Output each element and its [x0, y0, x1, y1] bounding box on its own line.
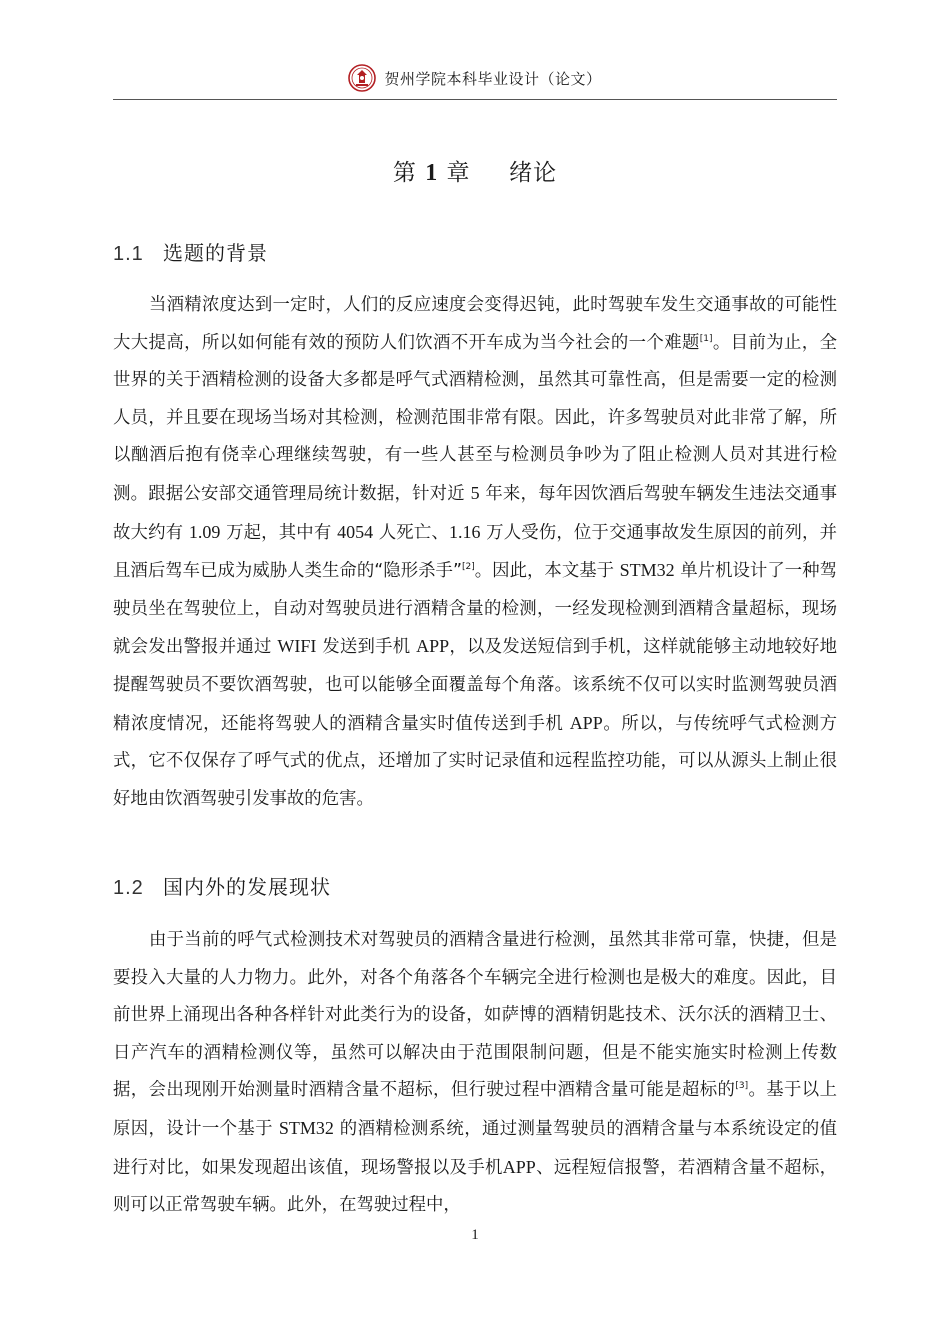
citation[interactable]: [3] — [735, 1081, 749, 1092]
text-run: 单片机设计了一种驾驶员坐在驾驶位上，自动对驾驶员进行酒精含量的检测，一经发现检测到酒精含量超标，现场就会发出警报并通过 — [113, 561, 837, 658]
citation[interactable]: [2] — [461, 562, 475, 573]
text-run: 。基于以上原因，设计一个基于 — [113, 1080, 837, 1139]
text-run: 。目前为止，全世界的关于酒精检测的设备大多都是呼气式酒精检测，虽然其可靠性高，但是需要一定的检测人员，并且要在现场当场对其检测，检测范围非常有限。因此，许多驾驶员对此非常了解，所以酗酒后抱有侥幸心理继续驾驶，有一些人甚至与检测员争吵为了阻止检测人员对其进行检测。跟据公安部交通管理局统计数据，针对近 — [113, 332, 837, 504]
number-run: 4054 — [337, 521, 374, 542]
text-run: 万人受伤，位于交通事故发生原因的前列，并且酒后驾车已成为威胁人类生命的“隐形杀手” — [113, 522, 837, 582]
number-run: 1.16 — [448, 521, 481, 542]
section-1-2-paragraph — [113, 922, 837, 1225]
page-number: 1 — [471, 1227, 479, 1243]
page-header — [113, 58, 837, 98]
term-run: APP — [416, 636, 450, 657]
section-heading-1-1 — [113, 237, 268, 266]
text-run: 年来，每年因饮酒后驾驶车辆发生违法交通事故大约有 — [113, 483, 837, 543]
text-run: 当酒精浓度达到一定时，人们的反应速度会变得迟钝，此时驾驶车发生交通事故的可能性大大提高，所以如何能有效的预防人们饮酒不开车成为当今社会的一个难题 — [113, 295, 837, 353]
number-run: 5 — [470, 482, 480, 503]
citation[interactable]: [1] — [699, 333, 713, 344]
text-run: 。因此，本文基于 — [474, 561, 615, 582]
chapter-title — [113, 154, 837, 187]
chapter-suffix: 章 — [446, 160, 471, 186]
chapter-name: 绪论 — [509, 160, 558, 186]
text-run: 万起，其中有 — [226, 522, 332, 543]
section-number: 1.2 — [113, 877, 144, 899]
text-run: 。所以，与传统呼气式检测方式，它不仅保存了呼气式的优点，还增加了实时记录值和远程监控功能，可以从源头上制止很好地由饮酒驾驶引发事故的危害。 — [113, 713, 837, 809]
text-run: 、远程短信报警，若酒精含量不超标，则可以正常驾驶车辆。此外，在驾驶过程中， — [113, 1157, 837, 1216]
chapter-number: 1 — [425, 160, 439, 186]
number-run: 1.09 — [188, 521, 221, 542]
text-run: 的酒精检测系统，通过测量驾驶员的酒精含量与本系统设定的值进行对比，如果发现超出该值，现场警报以及手机 — [113, 1118, 837, 1178]
header-title: 贺州学院本科毕业设计（论文） — [384, 69, 602, 88]
header-divider — [113, 99, 837, 100]
section-title: 国内外的发展现状 — [163, 875, 331, 899]
chapter-prefix: 第 — [392, 160, 417, 186]
section-number: 1.1 — [113, 243, 144, 265]
term-run: APP — [502, 1156, 536, 1177]
text-run: ，以及发送短信到手机，这样就能够主动地较好地提醒驾驶员不要饮酒驾驶，也可以能够全面覆盖每个角落。该系统不仅可以实时监测驾驶员酒精浓度情况，还能将驾驶人的酒精含量实时值传送到手机 — [113, 637, 837, 734]
term-run: STM32 — [619, 560, 675, 581]
section-1-1-paragraph — [113, 287, 837, 818]
text-run: 发送到手机 — [322, 637, 411, 658]
university-seal-icon — [348, 64, 376, 92]
section-title: 选题的背景 — [163, 241, 268, 265]
text-run: 人死亡、 — [378, 522, 449, 543]
term-run: STM32 — [278, 1117, 334, 1138]
term-run: APP — [569, 712, 603, 733]
section-heading-1-2 — [113, 871, 331, 900]
term-run: WIFI — [277, 636, 317, 657]
text-run: 由于当前的呼气式检测技术对驾驶员的酒精含量进行检测，虽然其非常可靠，快捷，但是要投入大量的人力物力。此外，对各个角落各个车辆完全进行检测也是极大的难度。因此，目前世界上涌现出各种各样针对此类行为的设备，如萨博的酒精钥匙技术、沃尔沃的酒精卫士、 日产汽车的酒精检测仪等，虽然可以解决由于范围限制问题，但是不能实施实时检测上传数据，会出现刚开始测量时酒精含量不超标，但行驶过程中酒精含量可能是超标的 — [113, 930, 837, 1101]
